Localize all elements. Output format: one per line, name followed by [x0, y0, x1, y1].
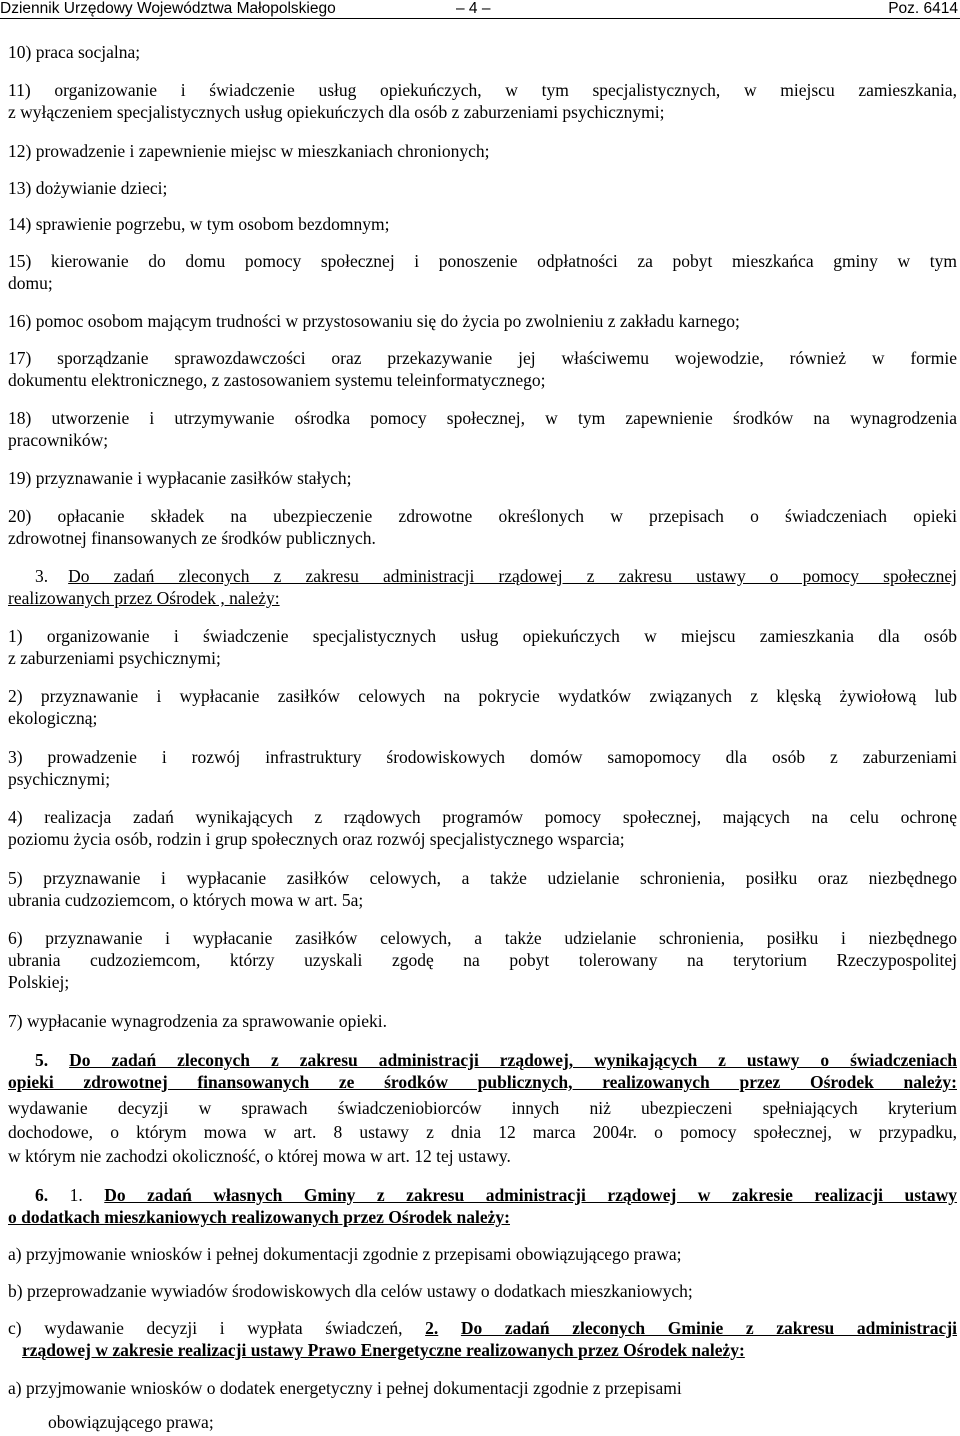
s3-item-6-line3: Polskiej; — [8, 972, 70, 992]
list-item-17-line1: 17) sporządzanie sprawozdawczości oraz przekazywanie jej właściwemu wojewodzie, również w formie — [8, 348, 957, 368]
s3-item-7: 7) wypłacanie wynagrodzenia za sprawowanie opieki. — [8, 1011, 388, 1031]
section-6-heading-text: Do zadań własnych Gminy z zakresu administracji rządowej w zakresie realizacji ustawy — [104, 1185, 958, 1205]
s6-sub2-item-a-line1: a) przyjmowanie wniosków o dodatek energetyczny i pełnej dokumentacji zgodnie z przepisami — [8, 1378, 682, 1398]
s3-item-5-line1: 5) przyznawanie i wypłacanie zasiłków celowych, a także udzielanie schronienia, posiłku oraz niezbędnego — [8, 868, 957, 888]
section-6-sub2-heading-line2: rządowej w zakresie realizacji ustawy Prawo Energetyczne realizowanych przez Ośrodek należy: — [22, 1340, 745, 1360]
list-item-11-line1: 11) organizowanie i świadczenie usług opiekuńczych, w tym specjalistycznych, w miejscu zamieszkania, — [8, 80, 957, 100]
journal-title: Dziennik Urzędowy Województwa Małopolskiego — [0, 0, 336, 17]
page-header — [0, 0, 960, 18]
section-5-number: 5. — [35, 1050, 49, 1070]
s6-item-c-line — [8, 1317, 957, 1339]
s3-item-3-line1: 3) prowadzenie i rozwój infrastruktury środowiskowych domów samopomocy dla osób z zaburzeniami — [8, 747, 957, 767]
section-6-sub2-number: 2. — [425, 1318, 439, 1338]
section-3-heading-line1 — [35, 565, 957, 587]
section-5-heading-text: Do zadań zleconych z zakresu administracji rządowej, wynikających z ustawy o świadczeniach — [69, 1050, 958, 1070]
s3-item-2-line2: ekologiczną; — [8, 708, 98, 728]
s6-item-c-text: c) wydawanie decyzji i wypłata świadczeń, — [8, 1318, 403, 1338]
s3-item-4-line1: 4) realizacja zadań wynikających z rządowych programów pomocy społecznej, mających na celu ochronę — [8, 807, 957, 827]
s6-item-a: a) przyjmowanie wniosków i pełnej dokumentacji zgodnie z przepisami obowiązującego prawa; — [8, 1244, 682, 1264]
list-item-19: 19) przyznawanie i wypłacanie zasiłków stałych; — [8, 468, 352, 488]
section-6-sub2-heading-text: Do zadań zleconych Gminie z zakresu administracji — [460, 1318, 958, 1338]
s3-item-6-line1: 6) przyznawanie i wypłacanie zasiłków celowych, a także udzielanie schronienia, posiłku i niezbędnego — [8, 928, 957, 948]
section-3-heading-text: Do zadań zleconych z zakresu administracji rządowej z zakresu ustawy o pomocy społecznej — [68, 566, 957, 586]
section-6-sub1-number: 1. — [69, 1185, 83, 1205]
section-6-number: 6. — [35, 1185, 49, 1205]
s3-item-6-line2: ubrania cudzoziemcom, którzy uzyskali zgodę na pobyt tolerowany na terytorium Rzeczypospolitej — [8, 950, 957, 970]
list-item-17-line2: dokumentu elektronicznego, z zastosowaniem systemu teleinformatycznego; — [8, 370, 546, 390]
s3-item-1-line2: z zaburzeniami psychicznymi; — [8, 648, 221, 668]
s3-item-4-line2: poziomu życia osób, rodzin i grup społecznych oraz rozwój specjalistycznego wsparcia; — [8, 829, 625, 849]
list-item-10: 10) praca socjalna; — [8, 42, 141, 62]
section-5-body-line3: w którym nie zachodzi okoliczność, o której mowa w art. 12 tej ustawy. — [8, 1146, 511, 1166]
page-number: – 4 – — [456, 0, 491, 17]
section-5-body-line1: wydawanie decyzji w sprawach świadczeniobiorców innych niż ubezpieczeni spełniających kryterium — [8, 1098, 957, 1118]
section-6-heading-line2: o dodatkach mieszkaniowych realizowanych przez Ośrodek należy: — [8, 1207, 510, 1227]
list-item-13: 13) dożywianie dzieci; — [8, 178, 168, 198]
section-3-heading-line2: realizowanych przez Ośrodek , należy: — [8, 588, 280, 608]
list-item-15-line1: 15) kierowanie do domu pomocy społecznej i ponoszenie odpłatności za pobyt mieszkańca gminy w tym — [8, 251, 957, 271]
s3-item-5-line2: ubrania cudzoziemcom, o których mowa w art. 5a; — [8, 890, 364, 910]
list-item-12: 12) prowadzenie i zapewnienie miejsc w mieszkaniach chronionych; — [8, 141, 490, 161]
list-item-14: 14) sprawienie pogrzebu, w tym osobom bezdomnym; — [8, 214, 390, 234]
section-5-heading-line1 — [35, 1049, 957, 1071]
section-5-body-line2: dochodowe, o którym mowa w art. 8 ustawy z dnia 12 marca 2004r. o pomocy społecznej, w przypadku, — [8, 1122, 957, 1142]
list-item-18-line2: pracowników; — [8, 430, 109, 450]
s3-item-3-line2: psychicznymi; — [8, 769, 111, 789]
section-3-number: 3. — [35, 566, 49, 586]
list-item-20-line1: 20) opłacanie składek na ubezpieczenie zdrowotne określonych w przepisach o świadczeniach opieki — [8, 506, 957, 526]
position-number: Poz. 6414 — [888, 0, 958, 17]
s6-sub2-item-a-line2: obowiązującego prawa; — [48, 1412, 214, 1432]
list-item-18-line1: 18) utworzenie i utrzymywanie ośrodka pomocy społecznej, w tym zapewnienie środków na wynagrodzenia — [8, 408, 957, 428]
s3-item-1-line1: 1) organizowanie i świadczenie specjalistycznych usług opiekuńczych w miejscu zamieszkania dla osób — [8, 626, 957, 646]
header-rule — [0, 18, 960, 19]
s3-item-2-line1: 2) przyznawanie i wypłacanie zasiłków celowych na pokrycie wydatków związanych z klęską żywiołową lub — [8, 686, 957, 706]
section-6-heading-line1 — [35, 1184, 957, 1206]
list-item-11-line2: z wyłączeniem specjalistycznych usług opiekuńczych dla osób z zaburzeniami psychicznymi; — [8, 102, 665, 122]
list-item-16: 16) pomoc osobom mającym trudności w przystosowaniu się do życia po zwolnieniu z zakładu karnego; — [8, 311, 740, 331]
list-item-15-line2: domu; — [8, 273, 53, 293]
s6-item-b: b) przeprowadzanie wywiadów środowiskowych dla celów ustawy o dodatkach mieszkaniowych; — [8, 1281, 693, 1301]
list-item-20-line2: zdrowotnej finansowanych ze środków publicznych. — [8, 528, 376, 548]
section-5-heading-line2: opieki zdrowotnej finansowanych ze środków publicznych, realizowanych przez Ośrodek należy: — [8, 1072, 957, 1092]
